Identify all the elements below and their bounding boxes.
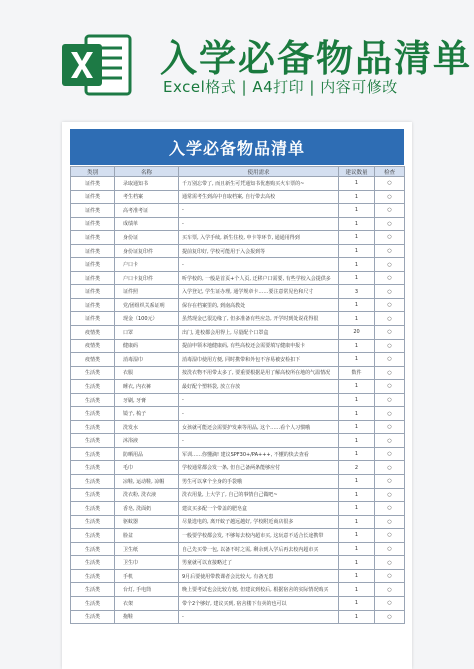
table-row: [71, 488, 405, 502]
cell-category: 生活类: [71, 447, 115, 461]
cell-check: ○: [375, 380, 405, 394]
cell-usage: 洗衣用量, 上大学了, 自己的事情自己做吧~: [179, 488, 339, 502]
cell-quantity: 1: [339, 569, 375, 583]
cell-usage: -: [179, 407, 339, 421]
cell-name: 洗衣粉, 洗衣液: [115, 488, 179, 502]
table-row: [71, 569, 405, 583]
table-row: [71, 312, 405, 326]
cell-usage: 一般要学校都会发, 不够每去校内超市买, 这玩意不适合长途携带: [179, 529, 339, 543]
cell-name: 拖鞋: [115, 610, 179, 624]
cell-usage: 男童就可以直接略过了: [179, 556, 339, 570]
cell-category: 生活类: [71, 393, 115, 407]
cell-quantity: 2: [339, 461, 375, 475]
cell-category: 生活类: [71, 366, 115, 380]
cell-category: 证件类: [71, 312, 115, 326]
header-check: 检查: [375, 167, 405, 177]
cell-quantity: 数件: [339, 366, 375, 380]
cell-category: 生活类: [71, 488, 115, 502]
cell-check: ○: [375, 366, 405, 380]
cell-category: 疫情类: [71, 326, 115, 340]
cell-usage: 按洗衣物不用带太多了, 要重要根据是用了解高校所在地的气温情况: [179, 366, 339, 380]
table-row: [71, 542, 405, 556]
cell-quantity: 1: [339, 583, 375, 597]
cell-category: 证件类: [71, 190, 115, 204]
table-row: [71, 529, 405, 543]
cell-quantity: 1: [339, 447, 375, 461]
cell-usage: 自己先买带一包, 以备不时之需, 剩余到入学后再去校内超市买: [179, 542, 339, 556]
cell-usage: 千万别忘带了, 而且新生可凭通知书优惠购买火车票的~: [179, 177, 339, 191]
cell-quantity: 1: [339, 434, 375, 448]
cell-category: 生活类: [71, 380, 115, 394]
cell-check: ○: [375, 312, 405, 326]
cell-category: 证件类: [71, 217, 115, 231]
cell-check: ○: [375, 258, 405, 272]
cell-category: 生活类: [71, 502, 115, 516]
cell-category: 证件类: [71, 258, 115, 272]
cell-check: ○: [375, 177, 405, 191]
table-row: [71, 380, 405, 394]
cell-check: ○: [375, 596, 405, 610]
excel-icon: [60, 30, 134, 100]
cell-quantity: 1: [339, 393, 375, 407]
cell-quantity: 1: [339, 339, 375, 353]
cell-quantity: 1: [339, 312, 375, 326]
cell-check: ○: [375, 461, 405, 475]
cell-usage: -: [179, 393, 339, 407]
cell-check: ○: [375, 447, 405, 461]
cell-usage: 买车票, 入学手续, 新生住校, 申卡等环节, 通通用得到: [179, 231, 339, 245]
table-row: [71, 258, 405, 272]
cell-check: ○: [375, 542, 405, 556]
cell-check: ○: [375, 298, 405, 312]
cell-check: ○: [375, 271, 405, 285]
cell-quantity: 1: [339, 380, 375, 394]
page-title: 入学必备物品清单: [160, 37, 472, 80]
cell-quantity: 20: [339, 326, 375, 340]
cell-usage: 学校通常都会发一条, 但自己备两条能够应付: [179, 461, 339, 475]
cell-usage: -: [179, 204, 339, 218]
cell-usage: 出门, 进校都会用得上, 尽量配个口罩盒: [179, 326, 339, 340]
cell-usage: 最好配个塑料袋, 放立存放: [179, 380, 339, 394]
cell-name: 卫生纸: [115, 542, 179, 556]
cell-name: 身份证复印件: [115, 244, 179, 258]
cell-category: 证件类: [71, 271, 115, 285]
cell-usage: 晚上要考试也会比较方便, 但建议到校后, 根据宿舍的实际情况购买: [179, 583, 339, 597]
cell-check: ○: [375, 326, 405, 340]
cell-usage: 听学校的, 一般是首页+个人页, 迁移户口需要, 有些学校入会提供多: [179, 271, 339, 285]
cell-quantity: 1: [339, 475, 375, 489]
cell-category: 证件类: [71, 298, 115, 312]
cell-category: 证件类: [71, 204, 115, 218]
table-row: [71, 190, 405, 204]
cell-usage: 带个2个够好, 建议买到, 宿舍楼下有卖的也可以: [179, 596, 339, 610]
table-row: [71, 461, 405, 475]
cell-name: 卫生巾: [115, 556, 179, 570]
cell-category: 生活类: [71, 542, 115, 556]
table-row: [71, 556, 405, 570]
cell-category: 生活类: [71, 569, 115, 583]
cell-name: 口罩: [115, 326, 179, 340]
cell-check: ○: [375, 515, 405, 529]
cell-category: 疫情类: [71, 353, 115, 367]
cell-usage: 保存在档案里的, 到南高教处: [179, 298, 339, 312]
sheet-banner: 入学必备物品清单: [70, 129, 404, 165]
cell-usage: 军训……你懂滴! 建议SPF30+/PA+++, 不懂的快去查看: [179, 447, 339, 461]
cell-name: 香皂, 洗面奶: [115, 502, 179, 516]
cell-quantity: 1: [339, 190, 375, 204]
cell-quantity: 1: [339, 271, 375, 285]
cell-name: 考生档案: [115, 190, 179, 204]
cell-check: ○: [375, 231, 405, 245]
cell-check: ○: [375, 393, 405, 407]
promo-header: [0, 0, 474, 118]
header-quantity: 建议数量: [339, 167, 375, 177]
cell-name: 脸盆: [115, 529, 179, 543]
cell-quantity: 1: [339, 407, 375, 421]
table-row: [71, 231, 405, 245]
table-row: [71, 596, 405, 610]
cell-quantity: 1: [339, 258, 375, 272]
cell-category: 生活类: [71, 610, 115, 624]
cell-check: ○: [375, 285, 405, 299]
cell-name: 驱蚊器: [115, 515, 179, 529]
cell-check: ○: [375, 217, 405, 231]
cell-check: ○: [375, 610, 405, 624]
cell-quantity: 1: [339, 542, 375, 556]
cell-category: 证件类: [71, 231, 115, 245]
cell-name: 录取通知书: [115, 177, 179, 191]
cell-usage: 入学登记, 学生证办理, 通学规章卡……要注意常见色和尺寸: [179, 285, 339, 299]
table-row: [71, 271, 405, 285]
cell-check: ○: [375, 556, 405, 570]
cell-quantity: 1: [339, 217, 375, 231]
cell-quantity: 1: [339, 244, 375, 258]
spreadsheet-preview: [62, 122, 412, 669]
table-row: [71, 204, 405, 218]
cell-usage: 消毒湿巾使用方便, 同时携带和外包不容易被安检扣下: [179, 353, 339, 367]
cell-category: 生活类: [71, 583, 115, 597]
table-row: [71, 217, 405, 231]
table-row: [71, 353, 405, 367]
cell-quantity: 1: [339, 420, 375, 434]
table-row: [71, 420, 405, 434]
cell-usage: 9月后要使用带教课者会比较大, 有备无患: [179, 569, 339, 583]
cell-name: 户口卡: [115, 258, 179, 272]
cell-name: 毛巾: [115, 461, 179, 475]
cell-usage: -: [179, 217, 339, 231]
cell-category: 疫情类: [71, 339, 115, 353]
cell-name: 衣服: [115, 366, 179, 380]
cell-quantity: 3: [339, 285, 375, 299]
header-name: 名称: [115, 167, 179, 177]
cell-quantity: 1: [339, 353, 375, 367]
cell-name: 健康码: [115, 339, 179, 353]
cell-check: ○: [375, 244, 405, 258]
cell-quantity: 1: [339, 515, 375, 529]
cell-check: ○: [375, 353, 405, 367]
cell-name: 消毒湿巾: [115, 353, 179, 367]
cell-usage: 提前申领本地健康码, 有些高校还会需要填写健康申报卡: [179, 339, 339, 353]
cell-name: 高考准考证: [115, 204, 179, 218]
cell-usage: -: [179, 258, 339, 272]
cell-check: ○: [375, 434, 405, 448]
cell-quantity: 1: [339, 529, 375, 543]
cell-check: ○: [375, 529, 405, 543]
table-row: [71, 434, 405, 448]
table-row: [71, 407, 405, 421]
cell-usage: 尽量选电的, 离开蚊子越远越好, 学校附近商店很多: [179, 515, 339, 529]
table-row: [71, 610, 405, 624]
cell-usage: -: [179, 610, 339, 624]
cell-usage: 建议买多配一个带盖的肥皂盒: [179, 502, 339, 516]
cell-check: ○: [375, 407, 405, 421]
checklist-table: [70, 166, 405, 624]
cell-check: ○: [375, 420, 405, 434]
cell-usage: 虽然现金已很边缘了, 但多准备有些应急, 开学时到处说花得很: [179, 312, 339, 326]
table-row: [71, 339, 405, 353]
cell-check: ○: [375, 475, 405, 489]
table-row: [71, 285, 405, 299]
cell-usage: 通常需考生到高中自取档案, 自行带去高校: [179, 190, 339, 204]
cell-usage: 提前复印好, 学校可能用于入会报到等: [179, 244, 339, 258]
cell-category: 生活类: [71, 529, 115, 543]
cell-category: 生活类: [71, 420, 115, 434]
table-row: [71, 515, 405, 529]
cell-quantity: 1: [339, 488, 375, 502]
cell-usage: 女孩就可能还会需要护发素等用品, 这个……看个人习惯哦: [179, 420, 339, 434]
table-row: [71, 366, 405, 380]
cell-usage: 男生可以拿个全身的手袋哦: [179, 475, 339, 489]
cell-category: 生活类: [71, 556, 115, 570]
table-row: [71, 447, 405, 461]
table-row: [71, 177, 405, 191]
cell-name: 证件照: [115, 285, 179, 299]
cell-name: 洗发水: [115, 420, 179, 434]
table-row: [71, 326, 405, 340]
cell-category: 生活类: [71, 596, 115, 610]
cell-category: 生活类: [71, 434, 115, 448]
cell-quantity: 1: [339, 610, 375, 624]
cell-quantity: 1: [339, 298, 375, 312]
cell-category: 生活类: [71, 461, 115, 475]
cell-name: 成绩单: [115, 217, 179, 231]
table-row: [71, 298, 405, 312]
cell-name: 防晒用品: [115, 447, 179, 461]
cell-name: 衣架: [115, 596, 179, 610]
table-row: [71, 393, 405, 407]
cell-quantity: 1: [339, 177, 375, 191]
cell-name: 凉鞋, 运动鞋, 凉帽: [115, 475, 179, 489]
table-row: [71, 502, 405, 516]
cell-name: 身份证: [115, 231, 179, 245]
cell-check: ○: [375, 190, 405, 204]
header-usage: 使用需求: [179, 167, 339, 177]
cell-check: ○: [375, 569, 405, 583]
cell-name: 党/团组织关系证明: [115, 298, 179, 312]
cell-quantity: 1: [339, 231, 375, 245]
cell-quantity: 1: [339, 502, 375, 516]
cell-check: ○: [375, 204, 405, 218]
cell-name: 沐浴液: [115, 434, 179, 448]
cell-check: ○: [375, 339, 405, 353]
cell-name: 牙刷, 牙膏: [115, 393, 179, 407]
table-row: [71, 244, 405, 258]
cell-name: 户口卡复印件: [115, 271, 179, 285]
table-header-row: [71, 167, 405, 177]
cell-quantity: 1: [339, 204, 375, 218]
cell-usage: -: [179, 434, 339, 448]
header-category: 类别: [71, 167, 115, 177]
cell-check: ○: [375, 583, 405, 597]
table-row: [71, 475, 405, 489]
cell-name: 现金（100元）: [115, 312, 179, 326]
cell-name: 睡衣, 内衣裤: [115, 380, 179, 394]
cell-check: ○: [375, 502, 405, 516]
table-row: [71, 583, 405, 597]
cell-category: 证件类: [71, 244, 115, 258]
cell-quantity: 1: [339, 596, 375, 610]
cell-name: 台灯, 手电筒: [115, 583, 179, 597]
page-subtitle: Excel格式 | A4打印 | 内容可修改: [163, 78, 398, 96]
cell-quantity: 1: [339, 556, 375, 570]
cell-name: 手机: [115, 569, 179, 583]
cell-category: 证件类: [71, 285, 115, 299]
cell-category: 生活类: [71, 407, 115, 421]
cell-category: 生活类: [71, 475, 115, 489]
cell-category: 证件类: [71, 177, 115, 191]
cell-category: 生活类: [71, 515, 115, 529]
cell-check: ○: [375, 488, 405, 502]
cell-name: 镜子, 梳子: [115, 407, 179, 421]
